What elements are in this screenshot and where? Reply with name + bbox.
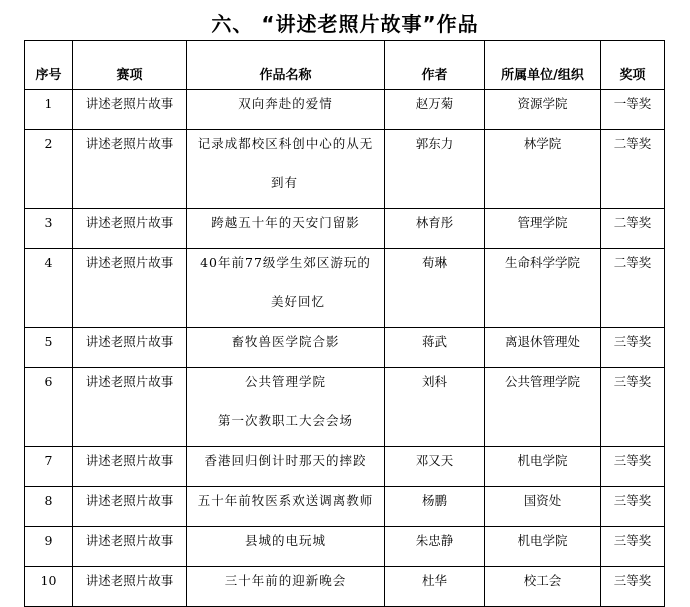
cell-event-text: 讲述老照片故事 bbox=[85, 453, 174, 468]
cell-author bbox=[385, 249, 485, 328]
cell-award-text: 三等奖 bbox=[613, 334, 652, 349]
cell-award-text: 三等奖 bbox=[613, 493, 652, 508]
cell-no bbox=[25, 487, 73, 527]
cell-work-name bbox=[187, 487, 385, 527]
cell-no-text: 3 bbox=[44, 215, 53, 230]
work-name-line: 40年前77级学生郊区游玩的 bbox=[200, 255, 371, 270]
cell-unit bbox=[485, 90, 601, 130]
cell-unit bbox=[485, 249, 601, 328]
cell-award bbox=[601, 567, 665, 607]
cell-event-text: 讲述老照片故事 bbox=[85, 255, 174, 270]
work-name-line: 县城的电玩城 bbox=[244, 533, 326, 548]
cell-author-text: 刘科 bbox=[421, 374, 447, 389]
work-name-line: 记录成都校区科创中心的从无 bbox=[197, 136, 374, 151]
cell-unit-text: 资源学院 bbox=[517, 96, 568, 111]
cell-award-text: 二等奖 bbox=[613, 215, 652, 230]
work-name-line: 三十年前的迎新晚会 bbox=[224, 573, 347, 588]
cell-no bbox=[25, 567, 73, 607]
cell-author-text: 荀琳 bbox=[421, 255, 447, 270]
cell-award bbox=[601, 447, 665, 487]
cell-award-text: 三等奖 bbox=[613, 533, 652, 548]
cell-author-text: 朱忠静 bbox=[415, 533, 454, 548]
awards-table bbox=[24, 40, 665, 607]
cell-no-text: 1 bbox=[44, 96, 53, 111]
cell-award bbox=[601, 368, 665, 447]
cell-no bbox=[25, 209, 73, 249]
cell-unit bbox=[485, 487, 601, 527]
cell-author bbox=[385, 368, 485, 447]
cell-author-text: 杜华 bbox=[421, 573, 447, 588]
cell-unit bbox=[485, 447, 601, 487]
cell-unit-text: 公共管理学院 bbox=[504, 374, 580, 389]
cell-author-text: 赵万菊 bbox=[415, 96, 454, 111]
cell-author-text: 邓又天 bbox=[415, 453, 454, 468]
cell-no bbox=[25, 368, 73, 447]
cell-award-text: 三等奖 bbox=[613, 374, 652, 389]
cell-author bbox=[385, 527, 485, 567]
cell-event bbox=[73, 209, 187, 249]
cell-work-name bbox=[187, 368, 385, 447]
work-name-line: 香港回归倒计时那天的摔跤 bbox=[204, 453, 367, 468]
cell-award-text: 二等奖 bbox=[613, 136, 652, 151]
cell-award-text: 二等奖 bbox=[613, 255, 652, 270]
header-author: 作者 bbox=[385, 41, 485, 90]
cell-unit-text: 离退休管理处 bbox=[504, 334, 580, 349]
work-name-line: 双向奔赴的爱情 bbox=[238, 96, 333, 111]
header-no: 序号 bbox=[25, 41, 73, 90]
header-award: 奖项 bbox=[601, 41, 665, 90]
cell-no bbox=[25, 447, 73, 487]
cell-award bbox=[601, 249, 665, 328]
cell-unit bbox=[485, 527, 601, 567]
cell-event-text: 讲述老照片故事 bbox=[85, 493, 174, 508]
table-body bbox=[25, 90, 665, 607]
cell-no-text: 5 bbox=[44, 334, 53, 349]
cell-award bbox=[601, 527, 665, 567]
cell-unit bbox=[485, 130, 601, 209]
header-unit: 所属单位/组织 bbox=[485, 41, 601, 90]
cell-no bbox=[25, 90, 73, 130]
cell-unit bbox=[485, 567, 601, 607]
work-name-line: 到有 bbox=[271, 175, 299, 190]
cell-author-text: 郭东力 bbox=[415, 136, 454, 151]
table-row bbox=[25, 130, 665, 209]
cell-event bbox=[73, 527, 187, 567]
cell-event bbox=[73, 249, 187, 328]
cell-no-text: 9 bbox=[44, 533, 53, 548]
cell-award-text: 三等奖 bbox=[613, 573, 652, 588]
cell-unit-text: 国资处 bbox=[523, 493, 562, 508]
cell-event-text: 讲述老照片故事 bbox=[85, 533, 174, 548]
cell-no-text: 6 bbox=[44, 374, 53, 389]
cell-work-name bbox=[187, 447, 385, 487]
cell-no-text: 4 bbox=[44, 255, 53, 270]
cell-award bbox=[601, 487, 665, 527]
table-row bbox=[25, 368, 665, 447]
cell-award bbox=[601, 90, 665, 130]
table-header-row bbox=[25, 41, 665, 90]
cell-award-text: 三等奖 bbox=[613, 453, 652, 468]
header-event: 赛项 bbox=[73, 41, 187, 90]
cell-work-name bbox=[187, 249, 385, 328]
cell-work-name bbox=[187, 527, 385, 567]
cell-event bbox=[73, 447, 187, 487]
page-title: 六、 “讲述老照片故事”作品 bbox=[211, 12, 479, 36]
cell-event bbox=[73, 487, 187, 527]
cell-unit-text: 管理学院 bbox=[517, 215, 568, 230]
cell-event bbox=[73, 368, 187, 447]
cell-event bbox=[73, 328, 187, 368]
cell-unit-text: 生命科学学院 bbox=[504, 255, 580, 270]
cell-event-text: 讲述老照片故事 bbox=[85, 215, 174, 230]
cell-no bbox=[25, 527, 73, 567]
cell-author-text: 蒋武 bbox=[421, 334, 447, 349]
table-row bbox=[25, 249, 665, 328]
cell-award bbox=[601, 209, 665, 249]
table-row bbox=[25, 567, 665, 607]
cell-award-text: 一等奖 bbox=[613, 96, 652, 111]
cell-no-text: 8 bbox=[44, 493, 53, 508]
work-name-line: 第一次教职工大会会场 bbox=[217, 413, 353, 428]
cell-event bbox=[73, 90, 187, 130]
cell-author bbox=[385, 567, 485, 607]
cell-no-text: 7 bbox=[44, 453, 53, 468]
cell-work-name bbox=[187, 567, 385, 607]
cell-award bbox=[601, 130, 665, 209]
cell-unit-text: 校工会 bbox=[523, 573, 562, 588]
cell-author-text: 杨鹏 bbox=[421, 493, 447, 508]
table-row bbox=[25, 487, 665, 527]
cell-no-text: 10 bbox=[40, 573, 57, 588]
cell-work-name bbox=[187, 130, 385, 209]
table-row bbox=[25, 447, 665, 487]
cell-no bbox=[25, 249, 73, 328]
cell-no bbox=[25, 328, 73, 368]
cell-no bbox=[25, 130, 73, 209]
cell-event-text: 讲述老照片故事 bbox=[85, 96, 174, 111]
work-name-line: 畜牧兽医学院合影 bbox=[231, 334, 340, 349]
table-row bbox=[25, 527, 665, 567]
cell-author bbox=[385, 328, 485, 368]
cell-unit bbox=[485, 328, 601, 368]
cell-event-text: 讲述老照片故事 bbox=[85, 374, 174, 389]
cell-unit bbox=[485, 368, 601, 447]
header-work-name: 作品名称 bbox=[187, 41, 385, 90]
cell-event-text: 讲述老照片故事 bbox=[85, 136, 174, 151]
work-name-line: 跨越五十年的天安门留影 bbox=[211, 215, 360, 230]
cell-unit-text: 机电学院 bbox=[517, 533, 568, 548]
cell-no-text: 2 bbox=[44, 136, 53, 151]
cell-author bbox=[385, 130, 485, 209]
work-name-line: 公共管理学院 bbox=[244, 374, 326, 389]
work-name-line: 美好回忆 bbox=[271, 294, 326, 309]
cell-event bbox=[73, 130, 187, 209]
cell-author bbox=[385, 209, 485, 249]
cell-author bbox=[385, 90, 485, 130]
cell-unit bbox=[485, 209, 601, 249]
cell-unit-text: 机电学院 bbox=[517, 453, 568, 468]
cell-author bbox=[385, 447, 485, 487]
cell-author bbox=[385, 487, 485, 527]
cell-award bbox=[601, 328, 665, 368]
cell-event-text: 讲述老照片故事 bbox=[85, 573, 174, 588]
cell-event-text: 讲述老照片故事 bbox=[85, 334, 174, 349]
work-name-line: 五十年前牧医系欢送调离教师 bbox=[197, 493, 374, 508]
cell-author-text: 林育彤 bbox=[415, 215, 454, 230]
cell-unit-text: 林学院 bbox=[523, 136, 562, 151]
cell-event bbox=[73, 567, 187, 607]
